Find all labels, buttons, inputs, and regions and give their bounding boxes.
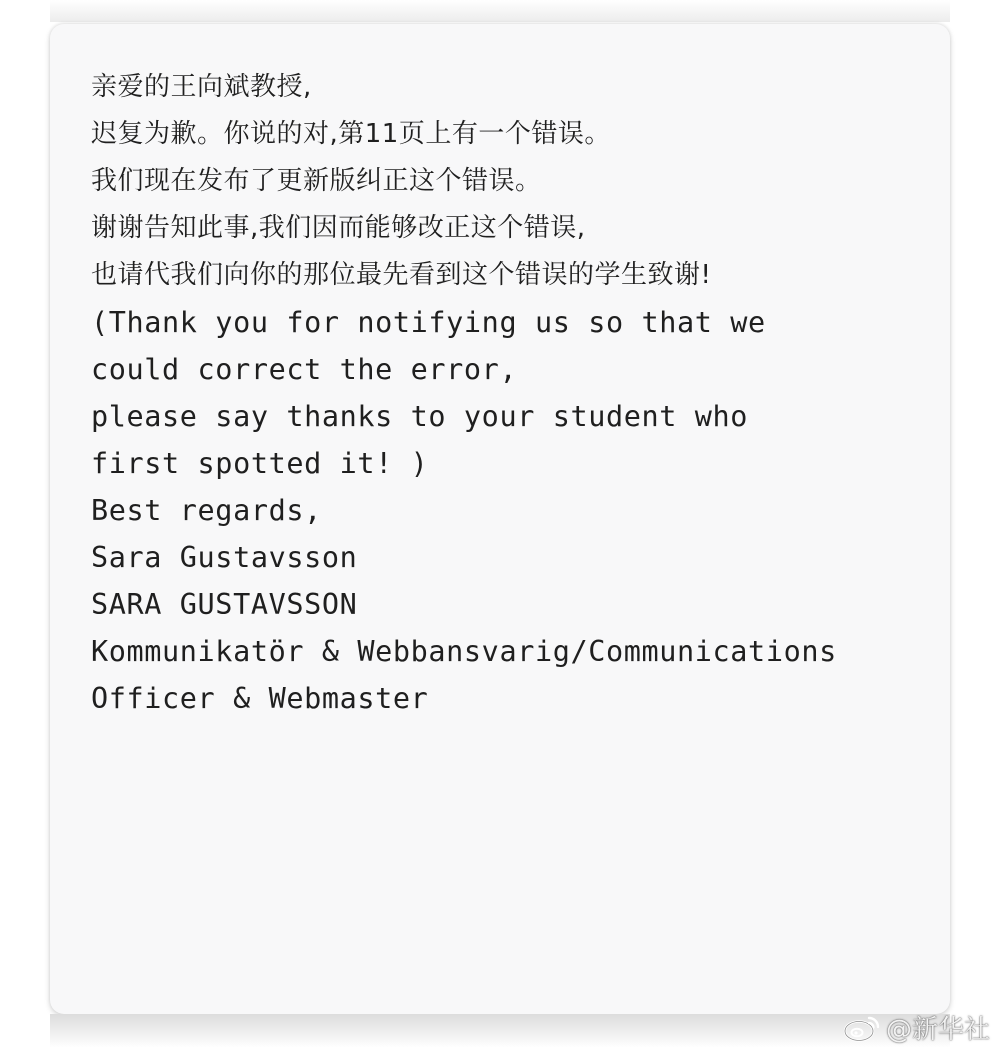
watermark-text: @新华社 xyxy=(885,1015,990,1045)
letter-english-line-2: could correct the error, xyxy=(91,353,518,386)
top-edge-shadow xyxy=(50,0,950,22)
signature-title-line-2: Officer & Webmaster xyxy=(91,682,429,715)
signature-name-caps: SARA GUSTAVSSON xyxy=(91,588,358,621)
letter-closing: Best regards, xyxy=(91,494,322,527)
letter-line-apology: 迟复为歉。你说的对,第11页上有一个错误。 xyxy=(91,119,611,149)
letter-english-line-3: please say thanks to your student who xyxy=(91,400,749,433)
weibo-icon xyxy=(842,1013,882,1043)
watermark xyxy=(842,1009,990,1046)
bottom-edge-shadow xyxy=(50,1014,950,1048)
letter-english-line-1: (Thank you for notifying us so that we xyxy=(91,306,766,339)
letter-line-thanks: 谢谢告知此事,我们因而能够改正这个错误, xyxy=(91,213,586,243)
signature-name: Sara Gustavsson xyxy=(91,541,358,574)
letter-card xyxy=(50,24,950,1014)
letter-salutation: 亲爱的王向斌教授, xyxy=(91,72,312,102)
letter-body xyxy=(91,64,837,722)
letter-line-update: 我们现在发布了更新版纠正这个错误。 xyxy=(91,166,542,196)
letter-english-line-4: first spotted it! ) xyxy=(91,447,429,480)
signature-title-line-1: Kommunikatör & Webbansvarig/Communications xyxy=(91,635,837,668)
letter-line-student-thanks: 也请代我们向你的那位最先看到这个错误的学生致谢! xyxy=(91,260,712,290)
